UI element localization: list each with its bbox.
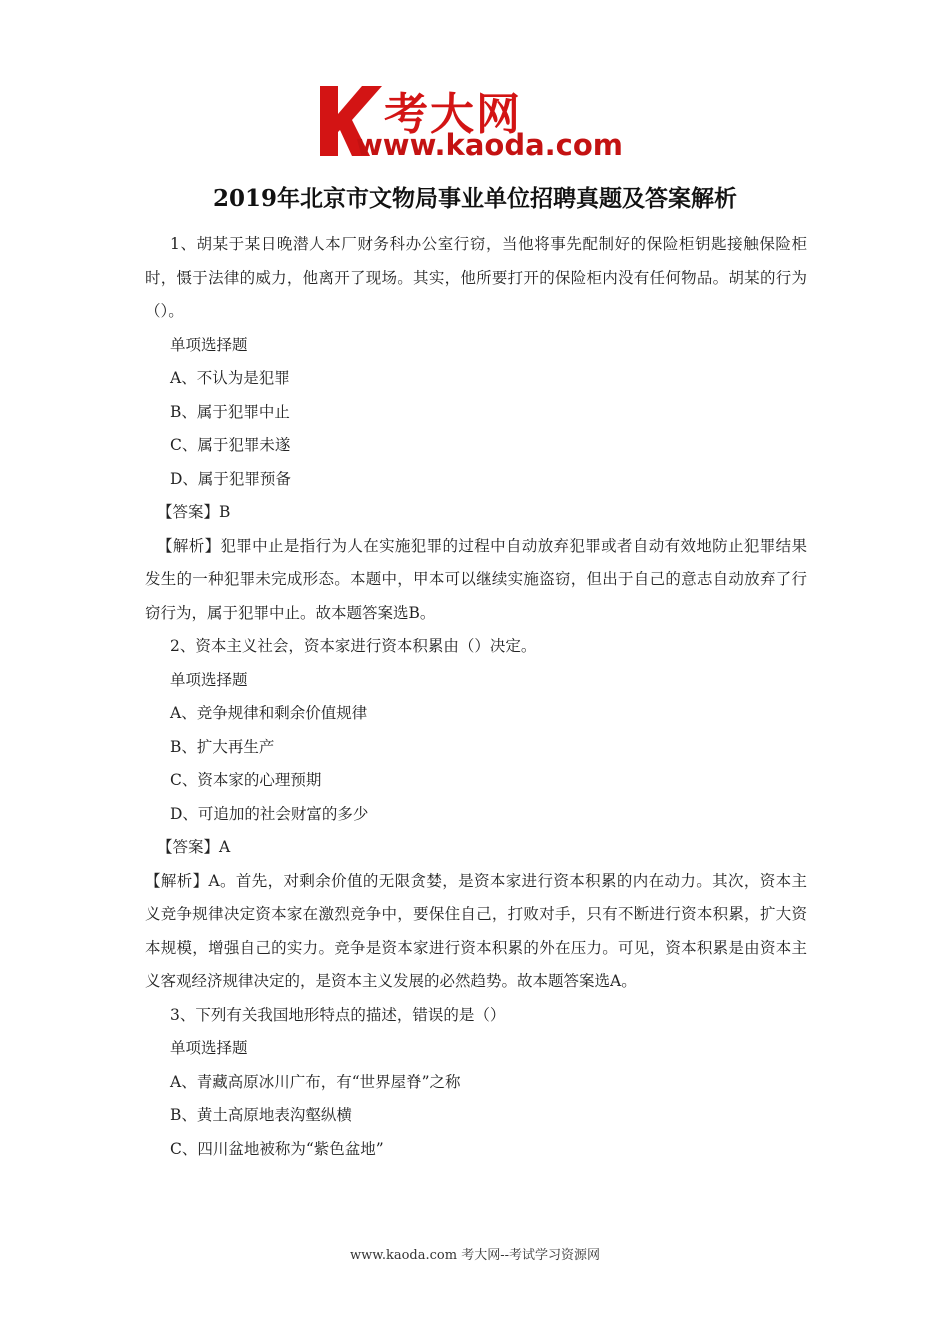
question-block xyxy=(145,228,807,630)
question-text: 3、下列有关我国地形特点的描述，错误的是（） xyxy=(170,1005,506,1024)
question-block xyxy=(145,999,807,1167)
analysis-text: 【解析】犯罪中止是指行为人在实施犯罪的过程中自动放弃犯罪或者自动有效地防止犯罪结果发生的一种犯罪未完成形态。本题中，甲本可以继续实施盗窃，但出于自己的意志自动放弃了行窃行为，属于犯罪中止。故本题答案选B。 xyxy=(145,536,807,622)
question-block xyxy=(145,630,807,999)
question-text: 2、资本主义社会，资本家进行资本积累由（）决定。 xyxy=(170,637,537,655)
option-item: B、扩大再生产 xyxy=(170,737,275,756)
answer-line: 【答案】B xyxy=(157,503,231,521)
question-text: 1、胡某于某日晚潜人本厂财务科办公室行窃，当他将事先配制好的保险柜钥匙接触保险柜时，慑于法律的威力，他离开了现场。其实，他所要打开的保险柜内没有任何物品。胡某的行为（）。 xyxy=(145,235,807,320)
logo-title: 考大网 xyxy=(384,89,522,140)
option-item: C、属于犯罪未遂 xyxy=(170,436,291,454)
analysis-text: 【解析】A。首先，对剩余价值的无限贪婪，是资本家进行资本积累的内在动力。其次，资本主义竞争规律决定资本家在激烈竞争中，要保住自己，打败对手，只有不断进行资本积累，扩大资本规模，增强自己的实力。竞争是资本家进行资本积累的外在压力。可见，资本积累是由资本主义客观经济规律决定的，是资本主义发展的必然趋势。故本题答案选A。 xyxy=(145,871,807,990)
document-body xyxy=(145,228,807,1166)
option-item: D、属于犯罪预备 xyxy=(170,469,291,488)
answer-line: 【答案】A xyxy=(157,838,231,856)
question-type: 单项选择题 xyxy=(170,670,248,689)
page-footer: www.kaoda.com 考大网--考试学习资源网 xyxy=(350,1248,600,1263)
document-title: 2019年北京市文物局事业单位招聘真题及答案解析 xyxy=(212,185,737,212)
option-item: A、不认为是犯罪 xyxy=(170,369,290,387)
option-item: A、青藏高原冰川广布，有“世界屋脊”之称 xyxy=(170,1072,461,1091)
option-item: D、可追加的社会财富的多少 xyxy=(170,804,369,823)
option-item: C、四川盆地被称为“紫色盆地” xyxy=(170,1139,384,1158)
question-type: 单项选择题 xyxy=(170,335,248,354)
option-item: C、资本家的心理预期 xyxy=(170,771,322,789)
option-item: B、属于犯罪中止 xyxy=(170,402,290,421)
question-type: 单项选择题 xyxy=(170,1039,248,1057)
site-logo xyxy=(318,78,638,162)
option-item: A、竞争规律和剩余价值规律 xyxy=(170,704,368,722)
logo-url: www.kaoda.com xyxy=(356,128,623,162)
option-item: B、黄土高原地表沟壑纵横 xyxy=(170,1106,352,1124)
